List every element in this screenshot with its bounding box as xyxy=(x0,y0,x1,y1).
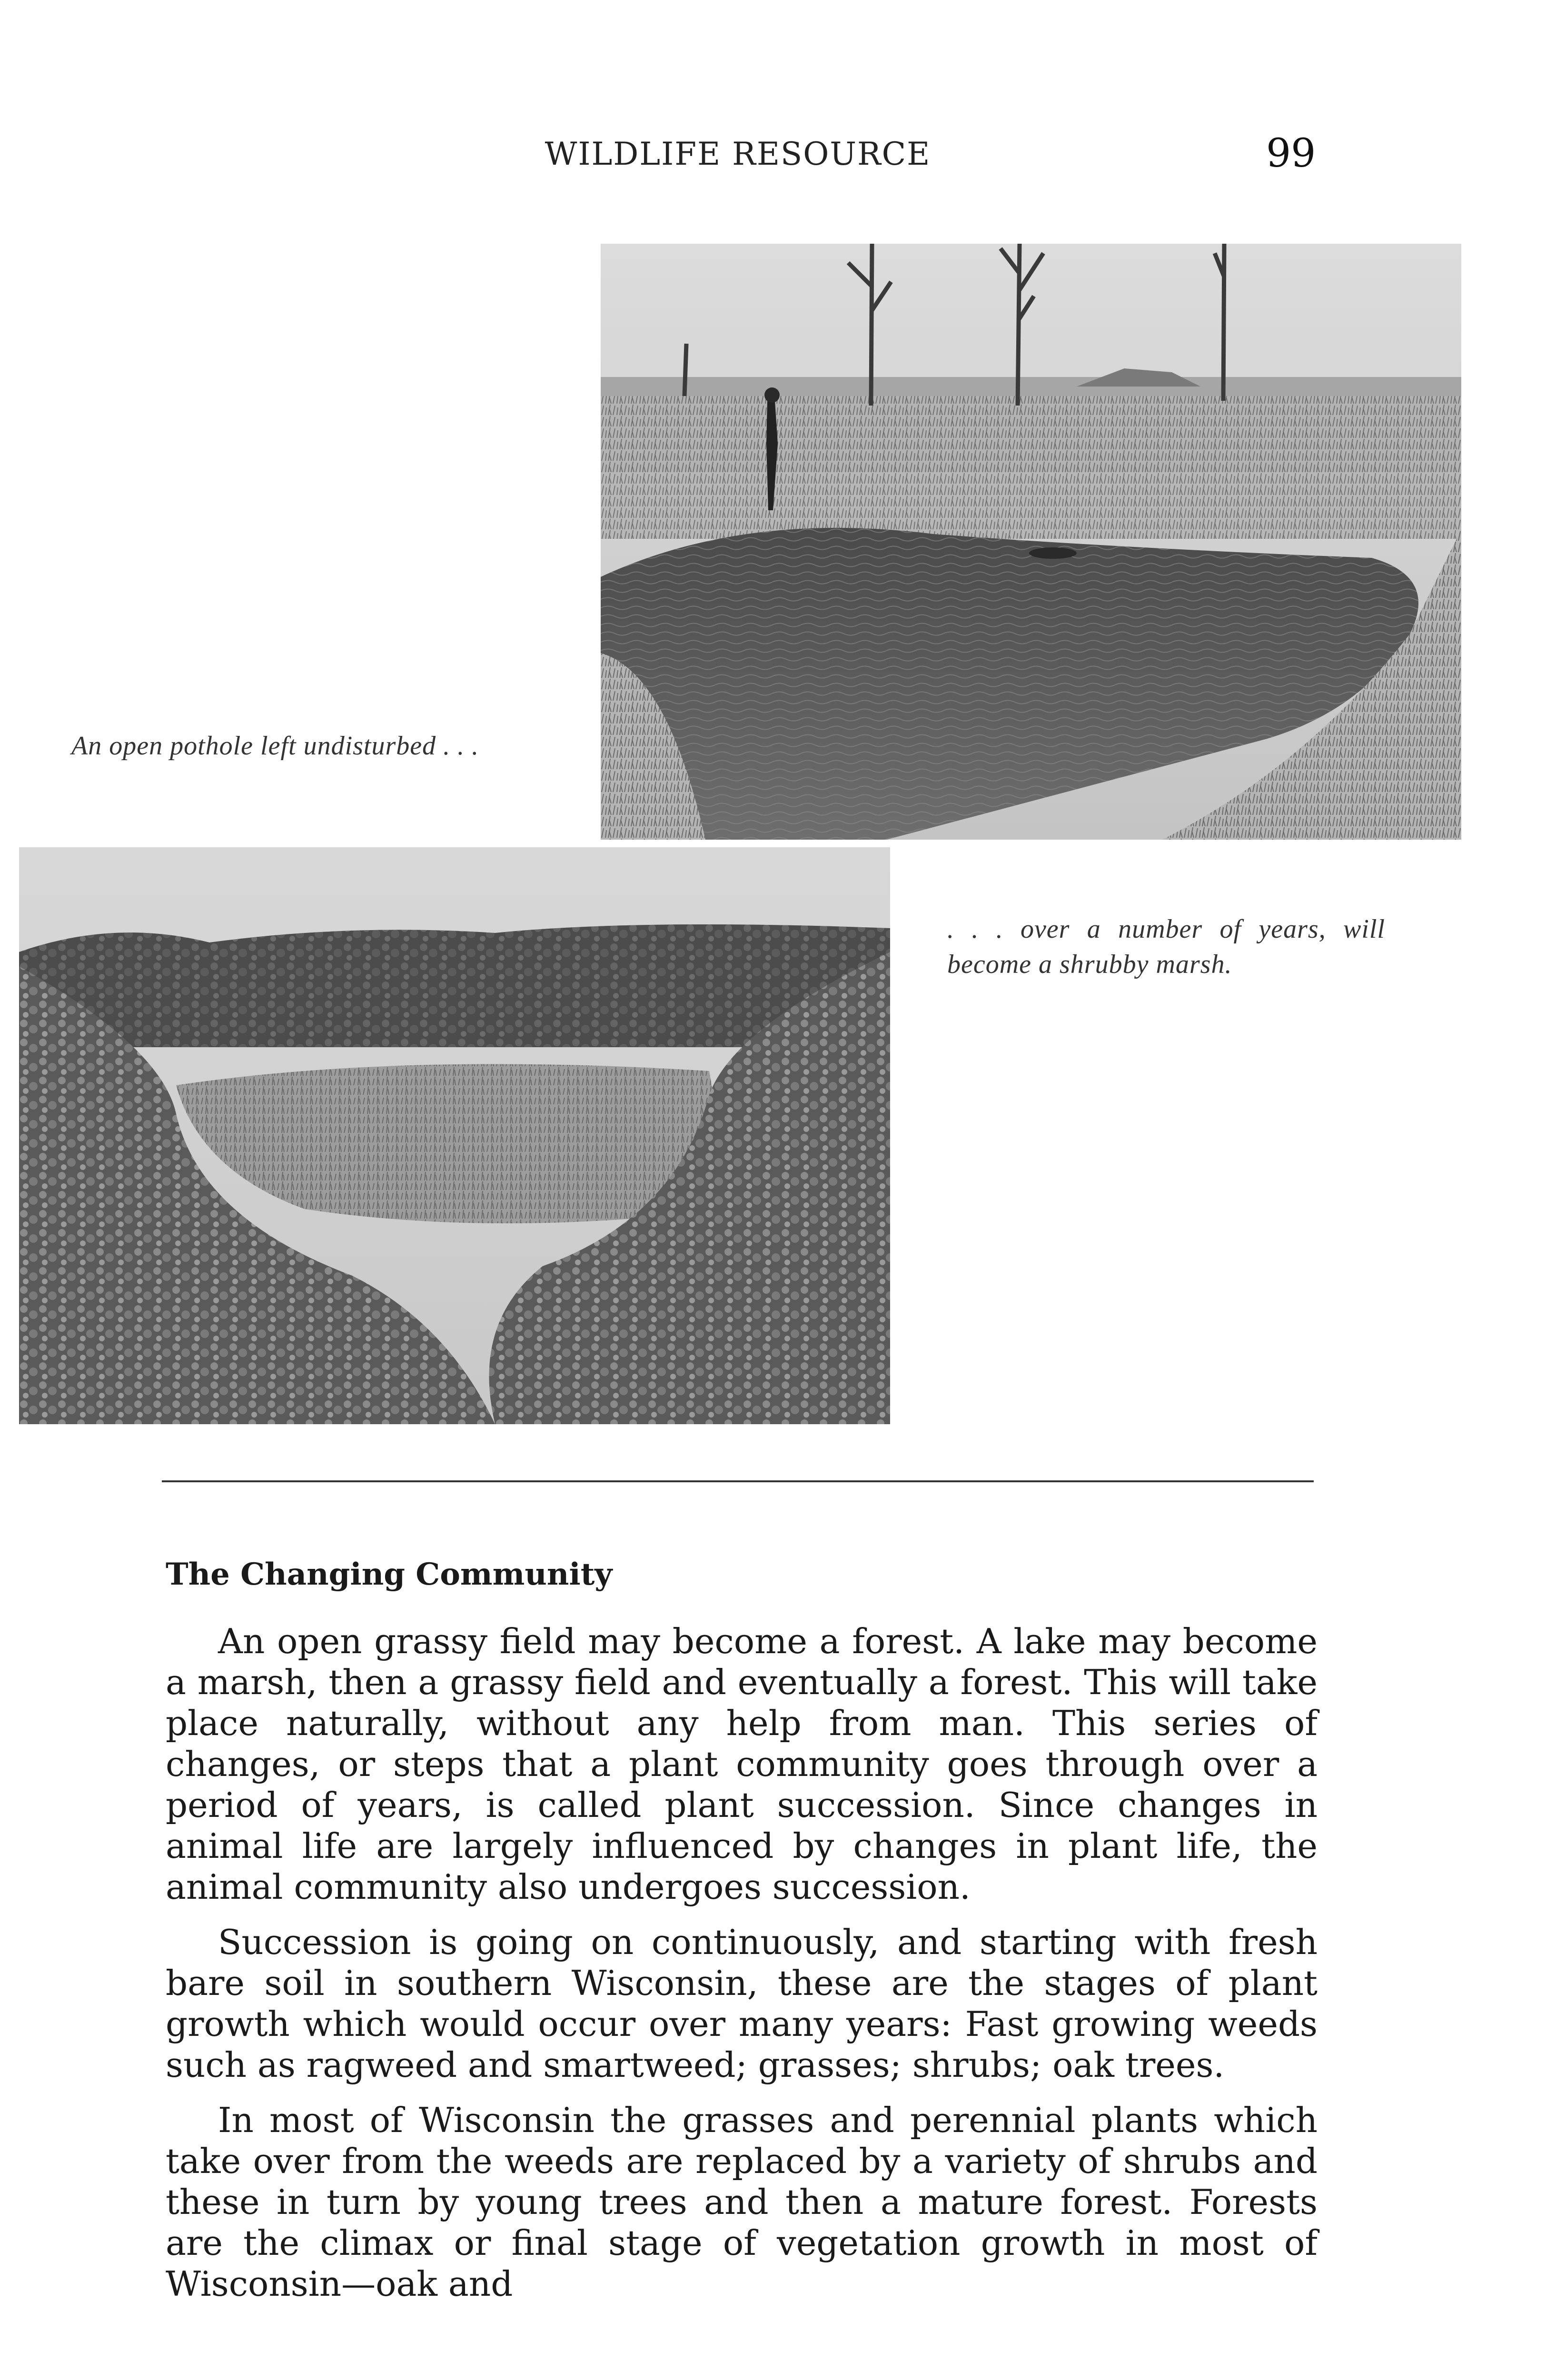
caption-pothole: An open pothole left undisturbed . . . xyxy=(71,731,479,761)
section-body xyxy=(166,1621,1318,2319)
photo-pothole xyxy=(601,244,1461,840)
section-heading: The Changing Community xyxy=(166,1557,613,1592)
photo-shrubby-marsh xyxy=(19,847,890,1424)
paragraph-1: An open grassy field may become a forest. A lake may become a marsh, then a grassy field and eventually a forest. This will take place naturally, without any help from man. This series of changes, or steps that a plant community goes through over a period of years, is called plant succession. Since changes in animal life are largely influenced by changes in plant life, the animal community also undergoes succession. xyxy=(166,1621,1318,1907)
paragraph-3: In most of Wisconsin the grasses and perennial plants which take over from the weeds are replaced by a variety of shrubs and these in turn by young trees and then a mature forest. Forests are the climax or final stage of vegetation growth in most of Wisconsin—oak and xyxy=(166,2100,1318,2304)
caption-shrubby-marsh: . . . over a number of years, will become a shrubby marsh. xyxy=(947,914,1385,979)
running-head: WILDLIFE RESOURCE xyxy=(545,136,931,172)
page-number: 99 xyxy=(1266,131,1316,176)
paragraph-2: Succession is going on continuously, and starting with fresh bare soil in southern Wisconsin, these are the stages of plant growth which would occur over many years: Fast growing weeds such as ragweed and smartweed; grasses; shrubs; oak trees. xyxy=(166,1922,1318,2085)
section-divider xyxy=(162,1480,1314,1482)
